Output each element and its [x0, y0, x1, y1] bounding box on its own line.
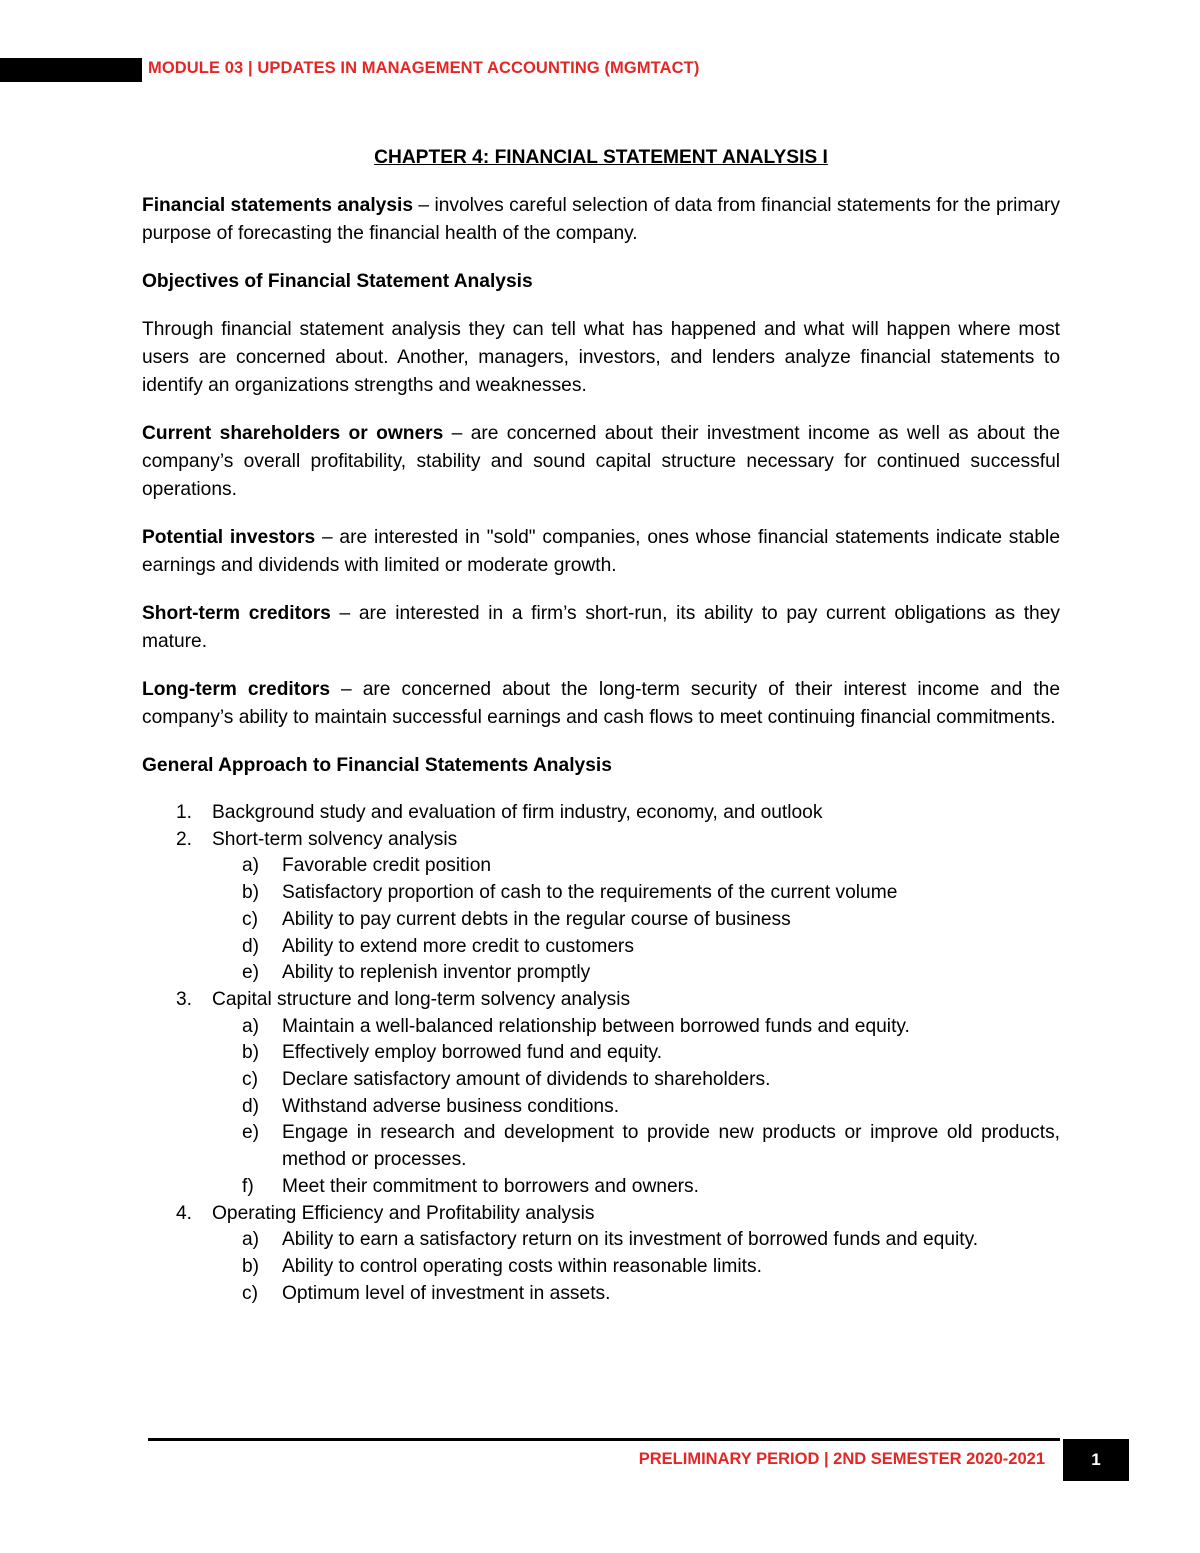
- list-item: [176, 987, 1060, 1201]
- footer-period: PRELIMINARY PERIOD | 2ND SEMESTER 2020-2021: [638, 1450, 1045, 1468]
- sub-list-item: [242, 934, 1060, 961]
- sub-list: [212, 1227, 1060, 1307]
- sub-list-text: Ability to extend more credit to customers: [282, 935, 634, 957]
- list-number: 1.: [176, 802, 193, 823]
- sub-list-letter: d): [242, 935, 260, 957]
- user-paragraph: [142, 524, 1060, 580]
- header-bar: [0, 58, 142, 82]
- sub-list-item: [242, 1174, 1060, 1201]
- list-number: 3.: [176, 988, 193, 1010]
- sub-list-item: [242, 960, 1060, 987]
- user-paragraph: [142, 600, 1060, 656]
- list-item: [176, 1201, 1060, 1308]
- sub-list-letter: d): [242, 1095, 260, 1117]
- sub-list-item: [242, 907, 1060, 934]
- approach-heading: General Approach to Financial Statements Analysis: [142, 755, 612, 776]
- sub-list-text: Satisfactory proportion of cash to the requirements of the current volume: [282, 882, 898, 904]
- sub-list-text: Withstand adverse business conditions.: [282, 1095, 620, 1117]
- sub-list-letter: f): [242, 1175, 254, 1197]
- sub-list-item: [242, 853, 1060, 880]
- sub-list-text: Effectively employ borrowed fund and equity.: [282, 1042, 663, 1064]
- sub-list-letter: c): [242, 1282, 258, 1304]
- sub-list-text: Meet their commitment to borrowers and owners.: [282, 1175, 699, 1197]
- definition-paragraph: [142, 192, 1060, 248]
- module-title: MODULE 03 | UPDATES IN MANAGEMENT ACCOUNTING (MGMTACT): [148, 59, 700, 77]
- list-item: [176, 800, 1060, 827]
- list-label: Capital structure and long-term solvency analysis: [212, 988, 631, 1010]
- user-description: – are interested in a firm’s short-run, its ability to pay current obligations as they mature.: [142, 603, 1060, 652]
- sub-list-text: Declare satisfactory amount of dividends to shareholders.: [282, 1069, 771, 1091]
- footer-divider: [148, 1438, 1060, 1441]
- sub-list: [212, 1014, 1060, 1201]
- list-number: 4.: [176, 1202, 193, 1224]
- approach-list: [142, 800, 1060, 1307]
- user-paragraph: [142, 420, 1060, 504]
- user-term: Current shareholders or owners: [142, 423, 444, 444]
- user-term: Long-term creditors: [142, 679, 330, 700]
- sub-list-item: [242, 1281, 1060, 1308]
- user-description: – are concerned about the long-term security of their interest income and the company’s ability to maintain successful earnings and cash flows to meet continuing financial commitments.: [142, 679, 1060, 728]
- list-label: Background study and evaluation of firm industry, economy, and outlook: [212, 802, 823, 823]
- sub-list: [212, 853, 1060, 987]
- list-label: Operating Efficiency and Profitability analysis: [212, 1202, 595, 1224]
- sub-list-letter: b): [242, 882, 260, 904]
- sub-list-letter: b): [242, 1255, 260, 1277]
- user-paragraph: [142, 676, 1060, 732]
- sub-list-letter: a): [242, 1229, 260, 1251]
- user-term: Short-term creditors: [142, 603, 331, 624]
- sub-list-letter: b): [242, 1042, 260, 1064]
- document-body: [142, 144, 1060, 1307]
- list-item: [176, 827, 1060, 987]
- sub-list-text: Optimum level of investment in assets.: [282, 1282, 611, 1304]
- user-term: Potential investors: [142, 527, 316, 548]
- sub-list-item: [242, 1254, 1060, 1281]
- page-number: 1: [1063, 1439, 1129, 1481]
- sub-list-item: [242, 1014, 1060, 1041]
- sub-list-text: Ability to replenish inventor promptly: [282, 962, 591, 984]
- sub-list-letter: a): [242, 855, 260, 877]
- users-section: [142, 420, 1060, 732]
- definition-term: Financial statements analysis: [142, 195, 413, 216]
- sub-list-text: Engage in research and development to provide new products or improve old products, method or processes.: [282, 1122, 1060, 1171]
- sub-list-item: [242, 880, 1060, 907]
- objectives-heading: Objectives of Financial Statement Analysis: [142, 271, 533, 292]
- user-description: – are interested in "sold" companies, ones whose financial statements indicate stable earnings and dividends with limited or moderate growth.: [142, 527, 1060, 576]
- definition-text: – involves careful selection of data from financial statements for the primary purpose of forecasting the financial health of the company.: [142, 195, 1060, 244]
- user-description: – are concerned about their investment income as well as about the company’s overall profitability, stability and sound capital structure necessary for continued successful operations.: [142, 423, 1060, 500]
- list-number: 2.: [176, 828, 193, 850]
- objectives-paragraph: Through financial statement analysis they can tell what has happened and what will happen where most users are concerned about. Another, managers, investors, and lenders analyze financial statements to identify an organizations strengths and weaknesses.: [142, 319, 1060, 396]
- sub-list-text: Ability to pay current debts in the regular course of business: [282, 908, 791, 930]
- sub-list-item: [242, 1067, 1060, 1094]
- sub-list-letter: e): [242, 1122, 260, 1144]
- sub-list-text: Ability to earn a satisfactory return on its investment of borrowed funds and equity.: [282, 1229, 979, 1251]
- list-label: Short-term solvency analysis: [212, 828, 458, 850]
- sub-list-letter: c): [242, 1069, 258, 1091]
- sub-list-text: Ability to control operating costs within reasonable limits.: [282, 1255, 762, 1277]
- sub-list-letter: a): [242, 1015, 260, 1037]
- sub-list-item: [242, 1040, 1060, 1067]
- sub-list-item: [242, 1227, 1060, 1254]
- sub-list-letter: c): [242, 908, 258, 930]
- chapter-title: CHAPTER 4: FINANCIAL STATEMENT ANALYSIS I: [374, 147, 828, 168]
- sub-list-item: [242, 1094, 1060, 1121]
- sub-list-item: [242, 1120, 1060, 1173]
- sub-list-text: Favorable credit position: [282, 855, 492, 877]
- sub-list-text: Maintain a well-balanced relationship between borrowed funds and equity.: [282, 1015, 910, 1037]
- sub-list-letter: e): [242, 962, 260, 984]
